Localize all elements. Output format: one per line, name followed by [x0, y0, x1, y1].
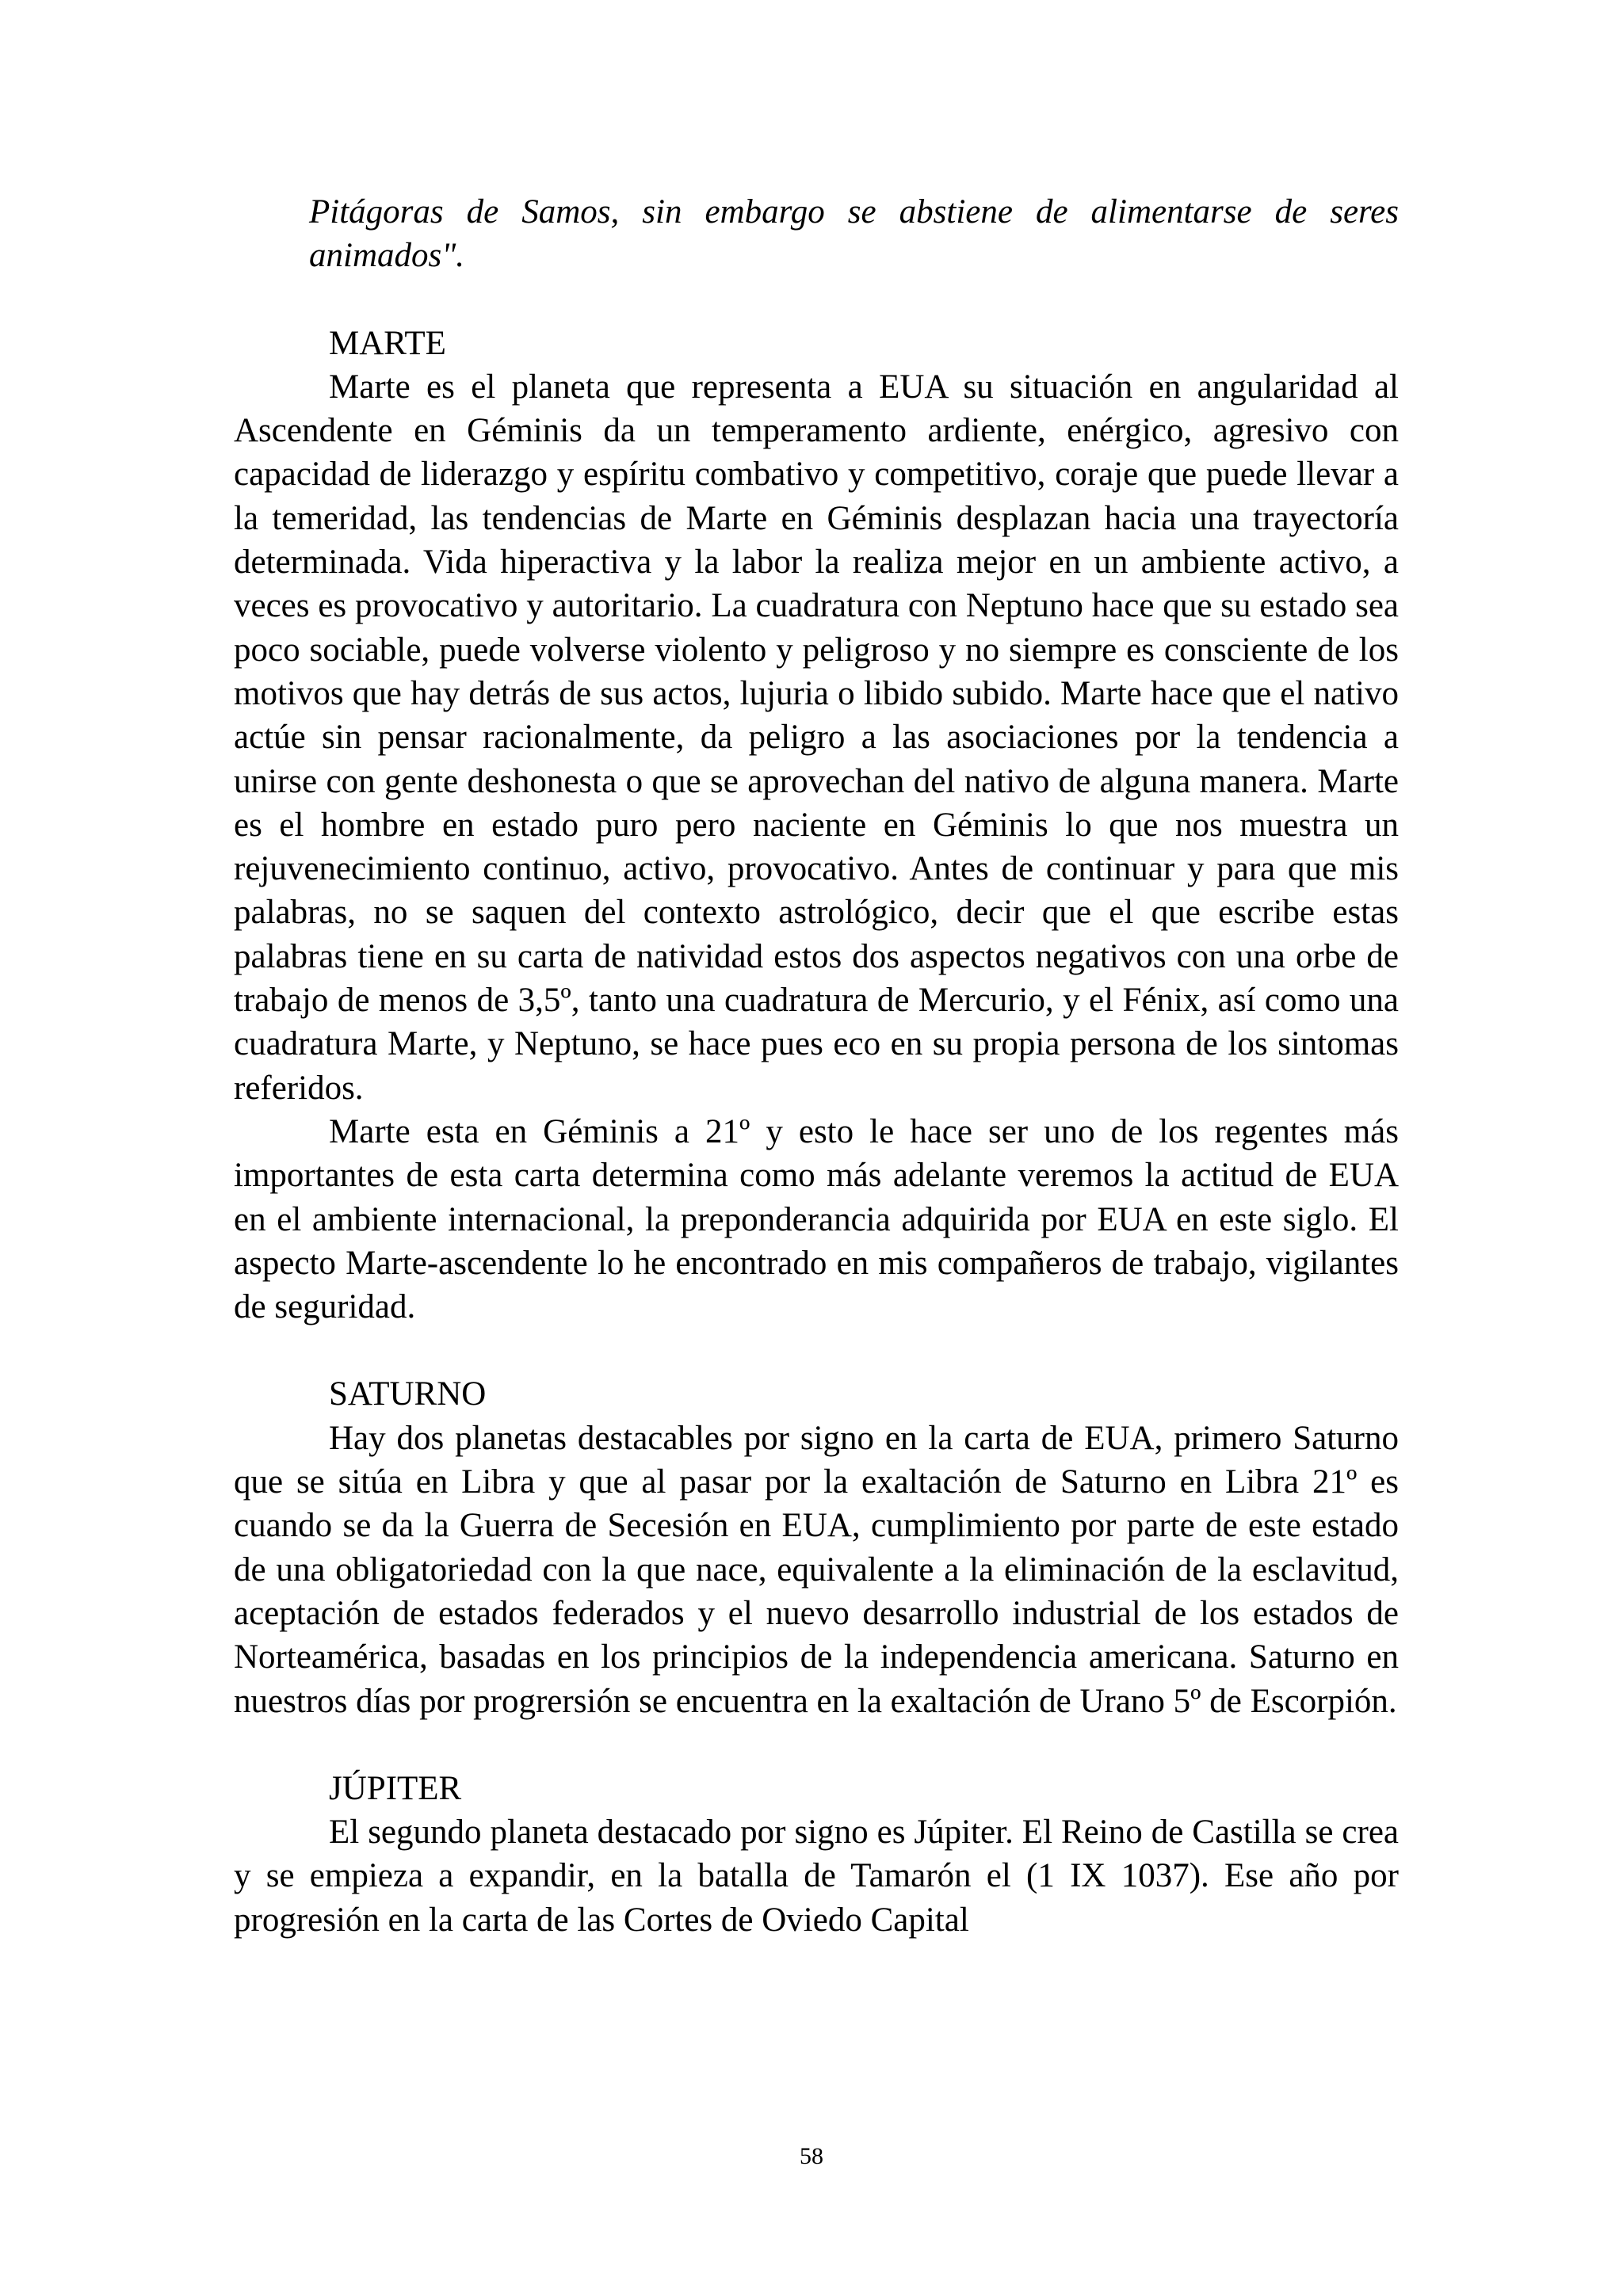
- section-jupiter: [234, 1767, 1399, 1942]
- section-marte: [234, 322, 1399, 1329]
- section-saturno: [234, 1372, 1399, 1722]
- paragraph: Marte es el planeta que representa a EUA su situación en angularidad al Ascendente en Géminis da un temperamento ardiente, enérgico, agresivo con capacidad de liderazgo y espíritu combativo y competitivo, coraje que puede llevar a la temeridad, las tendencias de Marte en Géminis desplazan hacia una trayectoría determinada. Vida hiperactiva y la labor la realiza mejor en un ambiente activo, a veces es provocativo y autoritario. La cuadratura con Neptuno hace que su estado sea poco sociable, puede volverse violento y peligroso y no siempre es consciente de los motivos que hay detrás de sus actos, lujuria o libido subido. Marte hace que el nativo actúe sin pensar racionalmente, da peligro a las asociaciones por la tendencia a unirse con gente deshonesta o que se aprovechan del nativo de alguna manera. Marte es el hombre en estado puro pero naciente en Géminis lo que nos muestra un rejuvenecimiento continuo, activo, provocativo. Antes de continuar y para que mis palabras, no se saquen del contexto astrológico, decir que el que escribe estas palabras tiene en su carta de natividad estos dos aspectos negativos con una orbe de trabajo de menos de 3,5º, tanto una cuadratura de Mercurio, y el Fénix, así como una cuadratura Marte, y Neptuno, se hace pues eco en su propia persona de los sintomas referidos.: [234, 368, 1399, 1107]
- paragraph: Marte esta en Géminis a 21º y esto le hace ser uno de los regentes más importantes de esta carta determina como más adelante veremos la actitud de EUA en el ambiente internacional, la preponderancia adquirida por EUA en este siglo. El aspecto Marte-ascendente lo he encontrado en mis compañeros de trabajo, vigilantes de seguridad.: [234, 1112, 1399, 1326]
- section-heading-jupiter: JÚPITER: [329, 1769, 462, 1807]
- section-heading-marte: MARTE: [329, 324, 446, 362]
- document-page: [234, 190, 1399, 1942]
- paragraph: Hay dos planetas destacables por signo en la carta de EUA, primero Saturno que se sitúa en Libra y que al pasar por la exaltación de Saturno en Libra 21º es cuando se da la Guerra de Secesión en EUA, cumplimiento por parte de este estado de una obligatoriedad con la que nace, equivalente a la eliminación de la esclavitud, aceptación de estados federados y el nuevo desarrollo industrial de los estados de Norteamérica, basadas en los principios de la independencia americana. Saturno en nuestros días por progrersión se encuentra en la exaltación de Urano 5º de Escorpión.: [234, 1419, 1399, 1720]
- quote-text: Pitágoras de Samos, sin embargo se abstiene de alimentarse de seres animados".: [309, 193, 1399, 275]
- paragraph: El segundo planeta destacado por signo es Júpiter. El Reino de Castilla se crea y se empieza a expandir, en la batalla de Tamarón el (1 IX 1037). Ese año por progresión en la carta de las Cortes de Oviedo Capital: [234, 1814, 1399, 1939]
- section-heading-saturno: SATURNO: [329, 1375, 487, 1413]
- page-number: 58: [800, 2143, 823, 2169]
